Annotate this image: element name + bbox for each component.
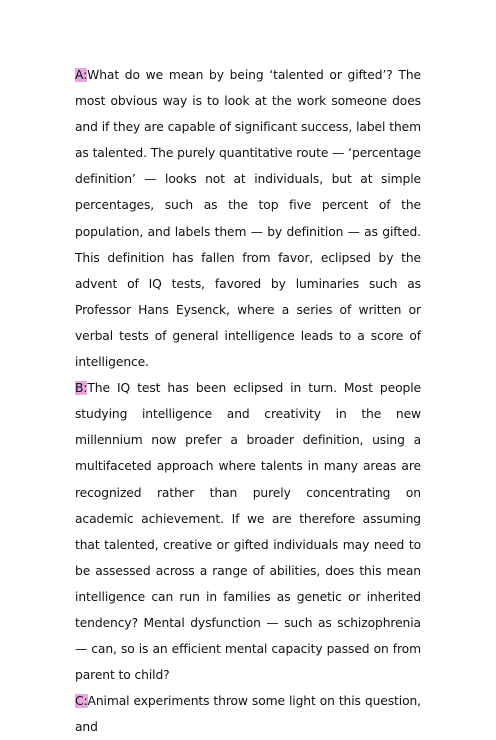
paragraph-marker-b: B:	[75, 381, 88, 396]
paragraph-b	[75, 375, 421, 688]
paragraph-text-c: Animal experiments throw some light on this question, and	[75, 694, 421, 735]
paragraph-c	[75, 688, 421, 740]
paragraph-a	[75, 62, 421, 375]
paragraph-marker-c: C:	[75, 694, 88, 709]
paragraph-text-a: What do we mean by being ‘talented or gifted’? The most obvious way is to look at the work someone does and if they are capable of significant success, label them as talented. The purely quantitative route — ‘percentage definition’ — looks not at individuals, but at simple percentages, such as the top five percent of the population, and labels them — by definition — as gifted. This definition has fallen from favor, eclipsed by the advent of IQ tests, favored by luminaries such as Professor Hans Eysenck, where a series of written or verbal tests of general intelligence leads to a score of intelligence.	[75, 68, 421, 370]
paragraph-marker-a: A:	[75, 68, 88, 82]
document-body	[75, 62, 421, 740]
paragraph-text-b: The IQ test has been eclipsed in turn. Most people studying intelligence and creativity in the new millennium now prefer a broader definition, using a multifaceted approach where talents in many areas are recognized rather than purely concentrating on academic achievement. If we are therefore assuming that talented, creative or gifted individuals may need to be assessed across a range of abilities, does this mean intelligence can run in families as genetic or inherited tendency? Mental dysfunction — such as schizophrenia — can, so is an efficient mental capacity passed on from parent to child?	[75, 381, 421, 683]
